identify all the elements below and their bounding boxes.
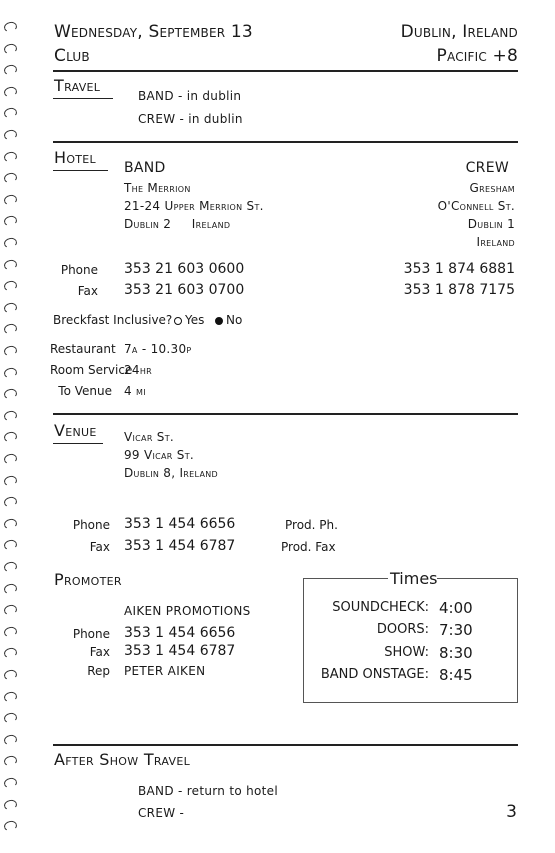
header-rule	[53, 70, 518, 72]
hotel-crew-fax: 353 1 878 7175	[403, 282, 515, 298]
venue-type: Club	[54, 46, 90, 66]
binding-ring	[3, 539, 18, 551]
binding-ring	[3, 518, 18, 530]
binding-ring	[3, 561, 18, 573]
times-box	[303, 578, 518, 703]
binding-ring	[3, 366, 18, 378]
promoter-title: Promoter	[54, 570, 122, 589]
binding-ring	[3, 690, 18, 702]
binding-ring	[3, 280, 18, 292]
binding-ring	[3, 712, 18, 724]
promoter-rule	[53, 744, 518, 746]
hotel-rule	[53, 413, 518, 415]
binding-ring	[3, 453, 18, 465]
travel-crew: CREW - in dublin	[138, 112, 243, 126]
breakfast-yes-option[interactable]	[174, 313, 204, 327]
binding-ring	[3, 604, 18, 616]
binding-ring	[3, 42, 18, 54]
binding-ring	[3, 194, 18, 206]
hotel-band-address-3: Dublin 2 Ireland	[124, 217, 231, 231]
hotel-title: Hotel	[54, 148, 96, 167]
venue-address-2: 99 Vicar St.	[124, 448, 195, 462]
binding-ring	[3, 345, 18, 357]
hotel-crew-header: CREW	[465, 160, 509, 176]
breakfast-yes-label: Yes	[185, 313, 205, 327]
times-title: Times	[390, 569, 438, 588]
show-time: 8:30	[439, 644, 473, 662]
breakfast-no-label: No	[226, 313, 243, 327]
hotel-crew-address-4: Ireland	[476, 235, 515, 249]
hotel-crew-address-1: Gresham	[469, 181, 515, 195]
hotel-phone-label: Phone	[60, 263, 98, 277]
binding-ring	[3, 86, 18, 98]
venue-address-1: Vicar St.	[124, 430, 175, 444]
binding-ring	[3, 129, 18, 141]
breakfast-label: Breckfast Inclusive?	[53, 313, 173, 327]
binding-ring	[3, 410, 18, 422]
venue-phone: 353 1 454 6656	[124, 516, 236, 532]
binding-ring	[3, 150, 18, 162]
radio-empty-icon	[174, 317, 182, 325]
binding-ring	[3, 582, 18, 594]
date-heading: Wednesday, September 13	[54, 22, 253, 42]
travel-rule	[53, 141, 518, 143]
hotel-band-phone: 353 21 603 0600	[124, 261, 245, 277]
venue-phone-label: Phone	[72, 518, 110, 532]
binding-ring	[3, 388, 18, 400]
hotel-crew-address-3: Dublin 1	[467, 217, 515, 231]
soundcheck-label: SOUNDCHECK:	[332, 600, 429, 615]
binding-ring	[3, 323, 18, 335]
band-onstage-time: 8:45	[439, 666, 473, 684]
after-show-band: BAND - return to hotel	[138, 784, 278, 798]
timezone: Pacific +8	[436, 46, 518, 66]
restaurant-label: Restaurant	[50, 342, 116, 356]
after-show-crew: CREW -	[138, 806, 185, 820]
binding-ring	[3, 734, 18, 746]
travel-underline	[53, 98, 113, 99]
promoter-fax: 353 1 454 6787	[124, 643, 236, 659]
hotel-band-fax: 353 21 603 0700	[124, 282, 245, 298]
venue-underline	[53, 443, 103, 444]
binding-ring	[3, 496, 18, 508]
hotel-underline	[53, 170, 108, 171]
binding-ring	[3, 777, 18, 789]
binding-ring	[3, 798, 18, 810]
binding-ring	[3, 669, 18, 681]
show-label: SHOW:	[384, 645, 429, 660]
venue-fax: 353 1 454 6787	[124, 538, 236, 554]
promoter-phone: 353 1 454 6656	[124, 625, 236, 641]
binding-ring	[3, 647, 18, 659]
band-onstage-label: BAND ONSTAGE:	[320, 667, 429, 682]
binding-ring	[3, 237, 18, 249]
prod-phone-label: Prod. Ph.	[285, 518, 338, 532]
binding-ring	[3, 215, 18, 227]
hotel-band-address-1: The Merrion	[124, 181, 191, 195]
to-venue-value: 4 mi	[124, 384, 146, 398]
doors-label: DOORS:	[376, 622, 429, 637]
hotel-crew-phone: 353 1 874 6881	[403, 261, 515, 277]
restaurant-value: 7a - 10.30p	[124, 342, 192, 356]
spiral-binding	[4, 22, 20, 842]
radio-filled-icon	[215, 317, 223, 325]
binding-ring	[3, 431, 18, 443]
binding-ring	[3, 626, 18, 638]
travel-title: Travel	[54, 76, 101, 95]
page-number: 3	[506, 802, 517, 822]
breakfast-no-option[interactable]	[215, 313, 242, 327]
room-service-value: 24hr	[124, 363, 153, 377]
binding-ring	[3, 258, 18, 270]
doors-time: 7:30	[439, 621, 473, 639]
prod-fax-label: Prod. Fax	[281, 540, 336, 554]
times-box-top-left	[303, 578, 388, 579]
promoter-fax-label: Fax	[89, 645, 110, 659]
promoter-name: AIKEN PROMOTIONS	[124, 604, 251, 618]
hotel-crew-address-2: O'Connell St.	[437, 199, 515, 213]
times-box-top-right	[437, 578, 518, 579]
to-venue-label: To Venue	[58, 384, 112, 398]
binding-ring	[3, 820, 18, 832]
travel-band: BAND - in dublin	[138, 89, 242, 103]
hotel-fax-label: Fax	[77, 284, 98, 298]
venue-title: Venue	[54, 421, 97, 440]
promoter-rep: PETER AIKEN	[124, 664, 206, 678]
binding-ring	[3, 755, 18, 767]
room-service-label: Room Service	[50, 363, 133, 377]
soundcheck-time: 4:00	[439, 599, 473, 617]
promoter-phone-label: Phone	[72, 627, 110, 641]
after-show-title: After Show Travel	[54, 750, 191, 769]
binding-ring	[3, 302, 18, 314]
city-heading: Dublin, Ireland	[400, 22, 518, 42]
binding-ring	[3, 474, 18, 486]
venue-address-3: Dublin 8, Ireland	[124, 466, 218, 480]
binding-ring	[3, 21, 18, 33]
venue-fax-label: Fax	[89, 540, 110, 554]
hotel-band-header: BAND	[124, 160, 166, 176]
promoter-rep-label: Rep	[87, 664, 110, 678]
binding-ring	[3, 107, 18, 119]
binding-ring	[3, 64, 18, 76]
hotel-band-address-2: 21-24 Upper Merrion St.	[124, 199, 264, 213]
binding-ring	[3, 172, 18, 184]
